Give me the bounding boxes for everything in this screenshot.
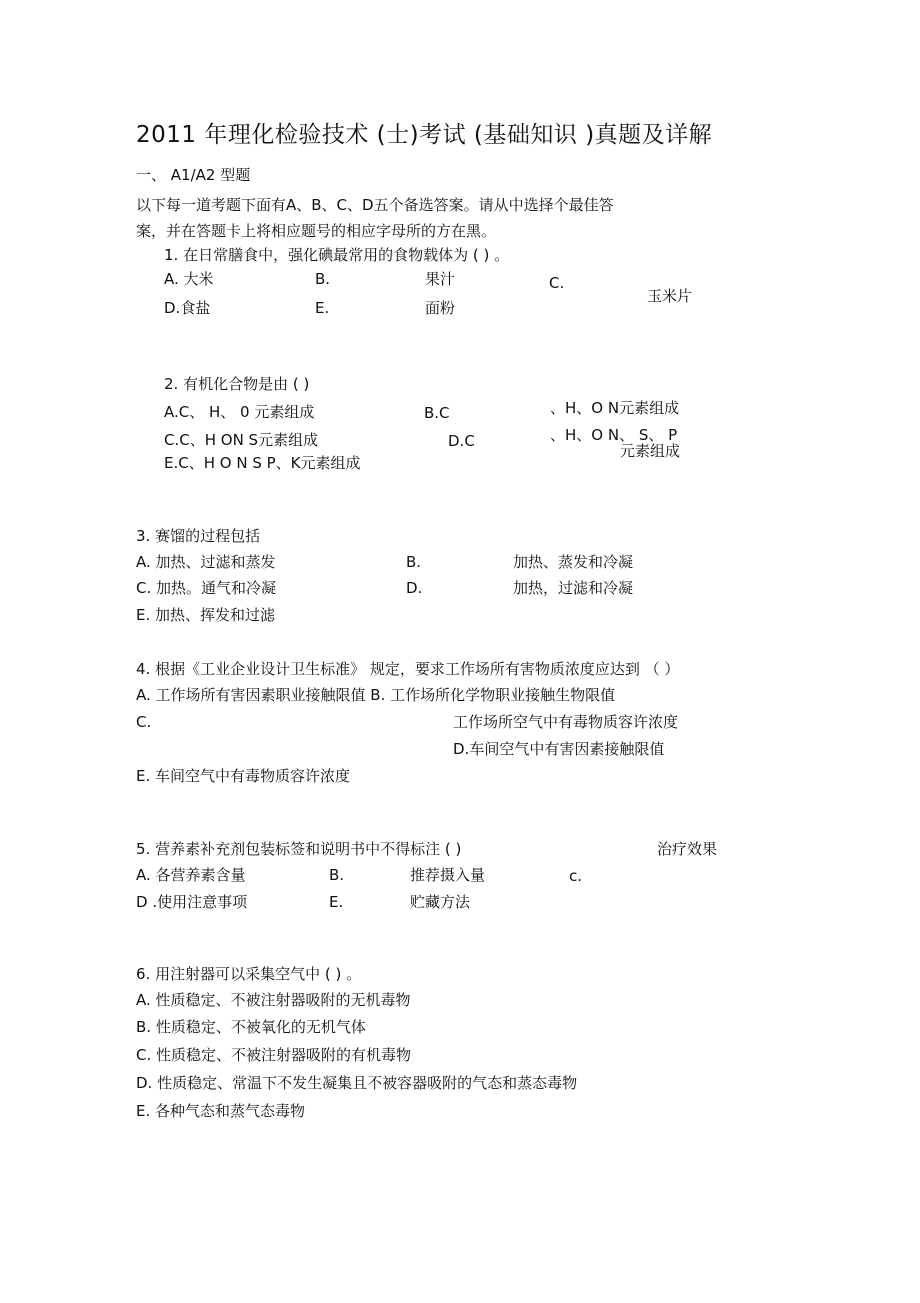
question-1-option-a: A. 大米 (164, 270, 214, 288)
question-5-option-b-text: 推荐摄入量 (410, 866, 486, 884)
question-1-option-e-letter: E. (315, 299, 330, 317)
question-4-options-a-b: A. 工作场所有害因素职业接触限值 B. 工作场所化学物职业接触生物限值 (136, 686, 616, 704)
question-3-option-c: C. 加热。通气和冷凝 (136, 579, 277, 597)
question-3-option-b-letter: B. (406, 553, 422, 571)
question-6-option-b: B. 性质稳定、不被氧化的无机气体 (136, 1018, 366, 1036)
question-2-option-d-cut-text: 元素组成 (620, 442, 681, 460)
question-3-option-d-text: 加热，过滤和冷凝 (513, 579, 634, 597)
question-5-option-e-text: 贮藏方法 (410, 893, 471, 911)
question-1-option-d: D.食盐 (164, 299, 211, 317)
question-1-option-c-letter: C. (549, 274, 565, 292)
question-5-option-d: D .使用注意事项 (136, 893, 248, 911)
question-1-option-b-letter: B. (315, 270, 331, 288)
question-6-stem: 6. 用注射器可以采集空气中 ( ) 。 (136, 965, 362, 983)
question-1-option-e-text: 面粉 (425, 299, 456, 317)
question-3-stem: 3. 赛馏的过程包括 (136, 527, 261, 545)
question-3-option-b-text: 加热、蒸发和冷凝 (513, 553, 634, 571)
question-2-option-d-text: 、H、O N、 S、 P (550, 426, 678, 444)
question-4-option-e: E. 车间空气中有毒物质容许浓度 (136, 767, 351, 785)
section-heading: 一、 A1/A2 型题 (136, 166, 251, 184)
question-5-option-c-letter: c. (569, 867, 583, 885)
question-2-option-a: A.C、 H、 0 元素组成 (164, 403, 315, 421)
question-2-option-c: C.C、H ON S元素组成 (164, 431, 319, 449)
question-3-option-a: A. 加热、过滤和蒸发 (136, 553, 276, 571)
question-5-option-e-letter: E. (329, 893, 344, 911)
instructions-line-1: 以下每一道考题下面有A、B、C、D五个备选答案。请从中选择个最佳答 (136, 196, 614, 214)
question-2-option-e: E.C、H O N S P、K元素组成 (164, 454, 361, 472)
question-2-option-b-text: 、H、O N元素组成 (550, 399, 680, 417)
question-3-option-e: E. 加热、挥发和过滤 (136, 606, 276, 624)
question-5-stem: 5. 营养素补充剂包装标签和说明书中不得标注 ( ) (136, 840, 462, 858)
question-6-option-c: C. 性质稳定、不被注射器吸附的有机毒物 (136, 1046, 412, 1064)
question-3-option-d-letter: D. (406, 579, 423, 597)
question-2-stem: 2. 有机化合物是由 ( ) (164, 375, 310, 393)
question-2-option-b-letter: B.C (424, 404, 450, 422)
instructions-line-2: 案，并在答题卡上将相应题号的相应字母所的方在黑。 (136, 222, 497, 240)
question-4-option-c-letter: C. (136, 713, 152, 731)
question-6-option-d: D. 性质稳定、常温下不发生凝集且不被容器吸附的气态和蒸态毒物 (136, 1074, 578, 1092)
question-1-stem: 1. 在日常膳食中，强化碘最常用的食物载体为 ( ) 。 (164, 246, 510, 264)
question-1-option-b-text: 果汁 (425, 270, 456, 288)
question-6-option-a: A. 性质稳定、不被注射器吸附的无机毒物 (136, 991, 411, 1009)
document-title: 2011 年理化检验技术 (士)考试 (基础知识 )真题及详解 (136, 122, 713, 148)
question-1-option-c-text: 玉米片 (647, 287, 693, 305)
question-6-option-e: E. 各种气态和蒸气态毒物 (136, 1102, 306, 1120)
question-4-option-d: D.车间空气中有害因素接触限值 (453, 740, 665, 758)
question-4-stem: 4. 根据《工业企业设计卫生标准》 规定，要求工作场所有害物质浓度应达到 （ ） (136, 660, 680, 678)
question-5-option-c-text: 治疗效果 (657, 840, 718, 858)
question-5-option-b-letter: B. (329, 866, 345, 884)
question-2-option-d-letter: D.C (448, 432, 475, 450)
question-5-option-a: A. 各营养素含量 (136, 866, 246, 884)
question-4-option-c-text: 工作场所空气中有毒物质容许浓度 (453, 713, 679, 731)
